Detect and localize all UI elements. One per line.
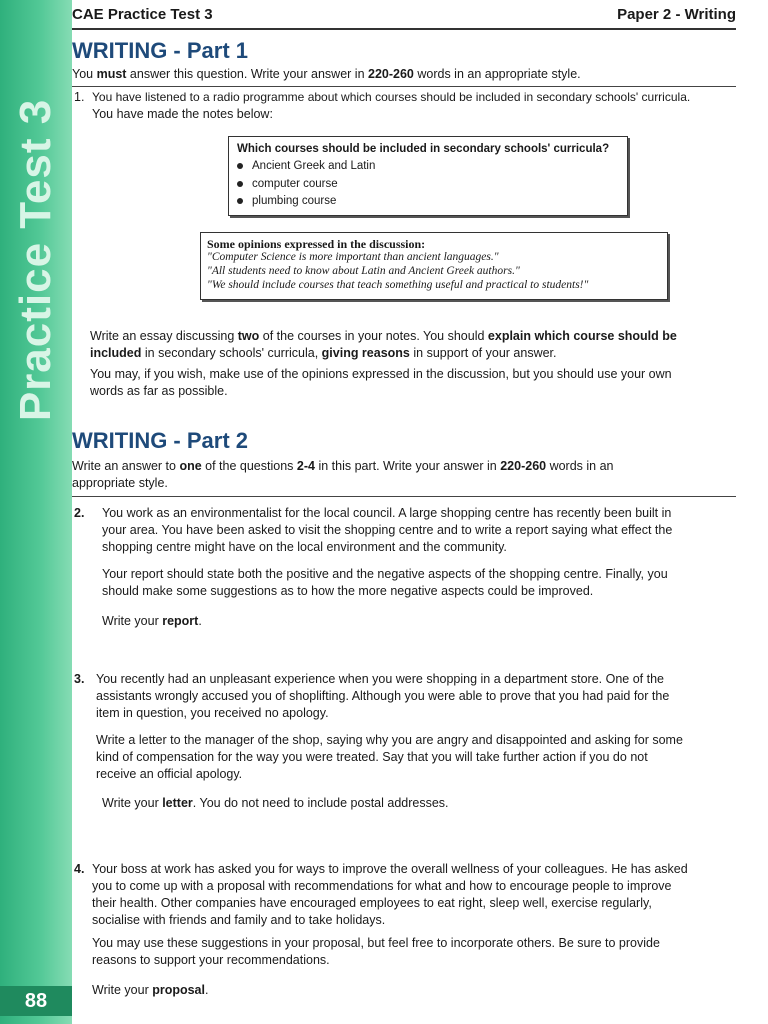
- sidebar-vertical-text: Practice Test 3: [11, 98, 60, 422]
- q2-para1-line: You work as an environmentalist for the local council. A large shopping centre has recently been built in: [102, 506, 672, 520]
- part2-title: WRITING - Part 2: [72, 428, 249, 453]
- q4-para2-line: reasons to support your recommendations.: [92, 953, 330, 967]
- part2-instructions: Write an answer to one of the questions 2-4 in this part. Write your answer in 220-260 words in an: [72, 459, 614, 473]
- q4-para1-line: their health. Other companies have encouraged employees to eat right, sleep well, exercise regularly,: [92, 896, 652, 910]
- notes-box: [228, 136, 628, 216]
- opinion-quote: "Computer Science is more important than ancient languages.": [207, 251, 499, 263]
- q4-write-line: Write your proposal.: [92, 983, 209, 997]
- opinion-quote: "We should include courses that teach something useful and practical to students!": [207, 279, 589, 291]
- q2-para1-line: shopping centre might have on the local environment and the community.: [102, 540, 507, 554]
- q4-para1-line: socialise with friends and family and to take holidays.: [92, 913, 386, 927]
- q1-intro-line1: You have listened to a radio programme about which courses should be included in secondary schools' curricula.: [92, 90, 691, 104]
- bullet-icon: [237, 163, 243, 169]
- q4-para2-line: You may use these suggestions in your proposal, but feel free to incorporate others. Be sure to provide: [92, 936, 660, 950]
- part1-task-line2: included in secondary schools' curricula, giving reasons in support of your answer.: [90, 346, 557, 360]
- bullet-icon: [237, 181, 243, 187]
- part1-optional-line1: You may, if you wish, make use of the opinions expressed in the discussion, but you should use your own: [90, 367, 672, 381]
- header-test-title: CAE Practice Test 3: [72, 6, 213, 23]
- notes-item: computer course: [237, 178, 338, 190]
- notes-title: Which courses should be included in secondary schools' curricula?: [237, 143, 610, 155]
- page-number: 88: [0, 986, 72, 1016]
- q3-number: 3.: [74, 672, 85, 686]
- notes-item: Ancient Greek and Latin: [237, 160, 375, 172]
- part1-task-line1: Write an essay discussing two of the courses in your notes. You should explain which course should be: [90, 329, 677, 343]
- q4-number: 4.: [74, 862, 85, 876]
- opinions-title: Some opinions expressed in the discussion:: [207, 237, 426, 251]
- sidebar: [0, 0, 72, 1024]
- part2-instructions-line2: appropriate style.: [72, 476, 168, 490]
- q3-para2-line: kind of compensation for the way you were treated. Say that you will take further action if you do not: [96, 750, 648, 764]
- q4-para1-line: you to come up with a proposal with recommendations for what and how to encourage people to improve: [92, 879, 672, 893]
- page-content: [72, 0, 752, 1024]
- q2-para2-line: should make some suggestions as to how the more negative aspects could be improved.: [102, 584, 594, 598]
- q1-intro-line2: You have made the notes below:: [92, 107, 273, 121]
- q3-para1-line: item in question, you received no apology.: [96, 706, 329, 720]
- notes-item: plumbing course: [237, 195, 336, 207]
- q3-para1-line: assistants wrongly accused you of shoplifting. Although you were able to prove that you had paid for the: [96, 689, 670, 703]
- q1-number: 1.: [74, 90, 85, 104]
- header-rule: [72, 28, 736, 30]
- q2-para1-line: your area. You have been asked to visit the shopping centre and to write a report saying what effect the: [102, 523, 673, 537]
- q3-para2-line: Write a letter to the manager of the shop, saying why you are angry and disappointed and asking for some: [96, 733, 683, 747]
- q3-para1-line: You recently had an unpleasant experience when you were shopping in a department store. One of the: [96, 672, 664, 686]
- q2-para2-line: Your report should state both the positive and the negative aspects of the shopping centre. Finally, you: [102, 567, 668, 581]
- q3-para2-line: receive an official apology.: [96, 767, 243, 781]
- q2-number: 2.: [74, 506, 85, 520]
- bullet-icon: [237, 198, 243, 204]
- part1-title: WRITING - Part 1: [72, 38, 249, 63]
- part2-rule: [72, 496, 736, 497]
- q4-para1-line: Your boss at work has asked you for ways to improve the overall wellness of your colleagues. He has asked: [92, 862, 688, 876]
- part1-instructions: You must answer this question. Write your answer in 220-260 words in an appropriate style.: [72, 67, 581, 81]
- opinion-quote: "All students need to know about Latin and Ancient Greek authors.": [207, 265, 520, 277]
- part1-optional-line2: words as far as possible.: [90, 384, 228, 398]
- part1-rule: [72, 86, 736, 87]
- page-header: [72, 6, 736, 28]
- q3-write-line: Write your letter. You do not need to include postal addresses.: [102, 796, 449, 810]
- q2-write-line: Write your report.: [102, 614, 202, 628]
- header-paper-title: Paper 2 - Writing: [617, 6, 736, 23]
- opinions-box: [200, 232, 668, 300]
